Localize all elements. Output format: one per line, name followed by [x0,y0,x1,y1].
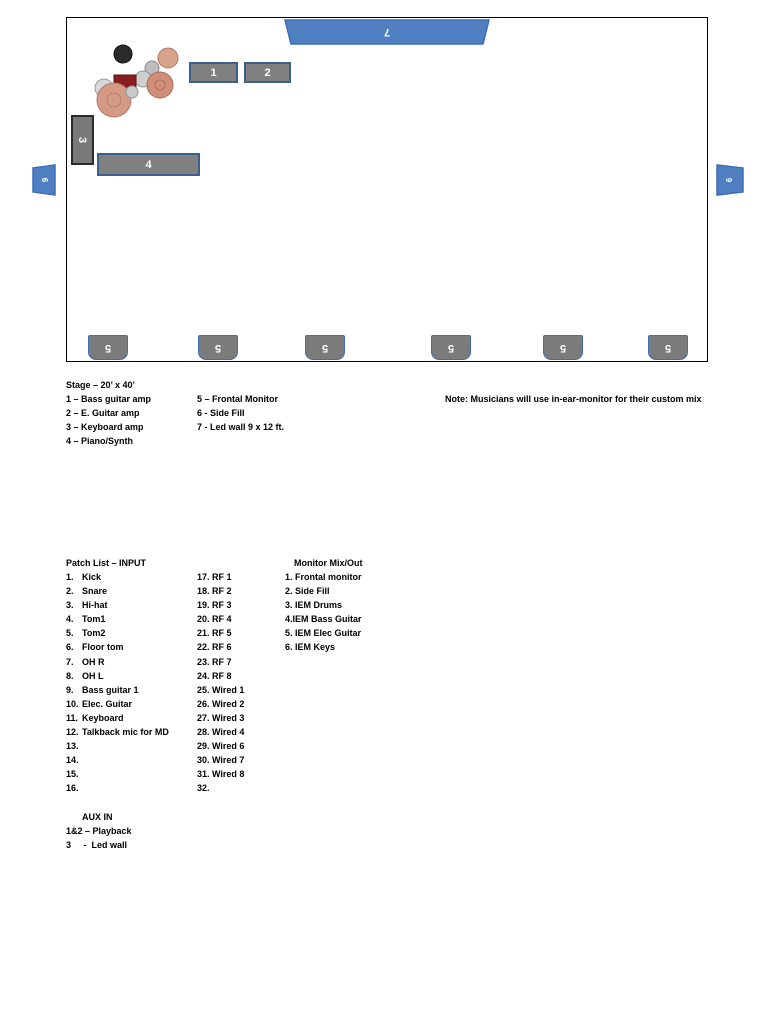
patch-row: 27. Wired 3 [197,712,245,723]
patch-row: 24. RF 8 [197,670,232,681]
patch-row: 21. RF 5 [197,628,232,639]
patch-row: 26. Wired 2 [197,698,245,709]
frontal-monitor [198,335,238,360]
aux-in-item: 1&2 – Playback [66,826,132,836]
guitar-amp [244,62,291,83]
frontal-monitor [431,335,471,360]
keyboard-amp-label: 3 [76,136,89,144]
legend-item: 5 – Frontal Monitor [197,394,278,404]
monitor-mix-item: 1. Frontal monitor [285,572,362,582]
aux-in-list [66,824,132,852]
frontal-monitor-label: 5 [664,341,672,354]
frontal-monitor-label: 5 [447,341,455,354]
patch-row: 2. Snare [66,586,108,597]
patch-row: 20. RF 4 [197,614,232,625]
piano-synth-label: 4 [145,158,152,171]
piano-synth [97,153,200,176]
patch-row: 31. Wired 8 [197,769,245,780]
patch-list-title: Patch List – INPUT [66,558,147,568]
monitor-mix-item: 3. IEM Drums [285,600,343,611]
aux-in-title: AUX IN [82,812,113,822]
patch-row: 25. Wired 1 [197,684,245,695]
legend-item: 3 – Keyboard amp [66,422,144,433]
patch-row: 1. Kick [66,572,102,582]
side-fill-right-label: 6 [725,177,735,183]
guitar-amp-label: 2 [264,66,271,79]
bass-amp [189,62,238,83]
patch-list-col1 [66,570,169,796]
side-fill-left [32,164,56,196]
patch-row: 22. RF 6 [197,642,232,653]
aux-in-item: 3 - Led wall [66,840,128,851]
patch-row: 8. OH L [66,670,104,681]
monitor-mix-list [285,570,362,655]
patch-row: 17. RF 1 [197,572,232,582]
patch-row: 13. [66,741,79,752]
patch-row: 4. Tom1 [66,614,106,625]
patch-row: 28. Wired 4 [197,727,245,738]
legend-item: 7 - Led wall 9 x 12 ft. [197,422,285,433]
stage-size-title: Stage – 20’ x 40’ [66,380,136,390]
patch-row: 5. Tom2 [66,628,106,639]
side-fill-right [716,164,744,196]
patch-row: 9. Bass guitar 1 [66,684,139,695]
frontal-monitor-label: 5 [559,341,567,354]
patch-row: 19. RF 3 [197,600,232,611]
patch-row: 11. Keyboard [66,712,124,723]
legend-col1 [66,392,151,448]
patch-row: 12. Talkback mic for MD [66,727,169,738]
frontal-monitor [88,335,128,360]
frontal-monitor [543,335,583,360]
patch-row: 16. [66,783,79,794]
led-wall [284,19,490,45]
legend-item: 1 – Bass guitar amp [66,394,152,404]
frontal-monitor [305,335,345,360]
patch-row: 30. Wired 7 [197,755,245,766]
monitor-mix-item: 5. IEM Elec Guitar [285,628,362,639]
legend-col2 [197,392,284,434]
patch-list-col2 [197,570,244,796]
patch-row: 32. [197,783,210,794]
patch-row: 18. RF 2 [197,586,232,597]
drum-kit-icon [86,42,182,120]
monitor-mix-item: 4.IEM Bass Guitar [285,614,362,625]
patch-row: 15. [66,769,79,780]
patch-row: 23. RF 7 [197,656,232,667]
frontal-monitor [648,335,688,360]
patch-row: 29. Wired 6 [197,741,245,752]
patch-row: 14. [66,755,79,766]
patch-row: 3. Hi-hat [66,600,108,611]
bass-amp-label: 1 [210,66,217,79]
legend-item: 6 - Side Fill [197,408,245,419]
side-fill-left-label: 6 [39,177,49,183]
keyboard-amp [71,115,94,165]
legend-item: 2 – E. Guitar amp [66,408,140,419]
patch-row: 6. Floor tom [66,642,124,653]
frontal-monitor-label: 5 [104,341,112,354]
patch-row: 7. OH R [66,656,105,667]
frontal-monitor-label: 5 [321,341,329,354]
legend-item: 4 – Piano/Synth [66,436,134,447]
monitor-mix-item: 2. Side Fill [285,586,330,597]
iem-note: Note: Musicians will use in-ear-monitor for their custom mix [445,394,702,404]
frontal-monitor-label: 5 [214,341,222,354]
monitor-mix-item: 6. IEM Keys [285,642,336,653]
led-wall-label: 7 [383,26,391,39]
monitor-mix-title: Monitor Mix/Out [294,558,363,568]
patch-row: 10. Elec. Guitar [66,698,133,709]
